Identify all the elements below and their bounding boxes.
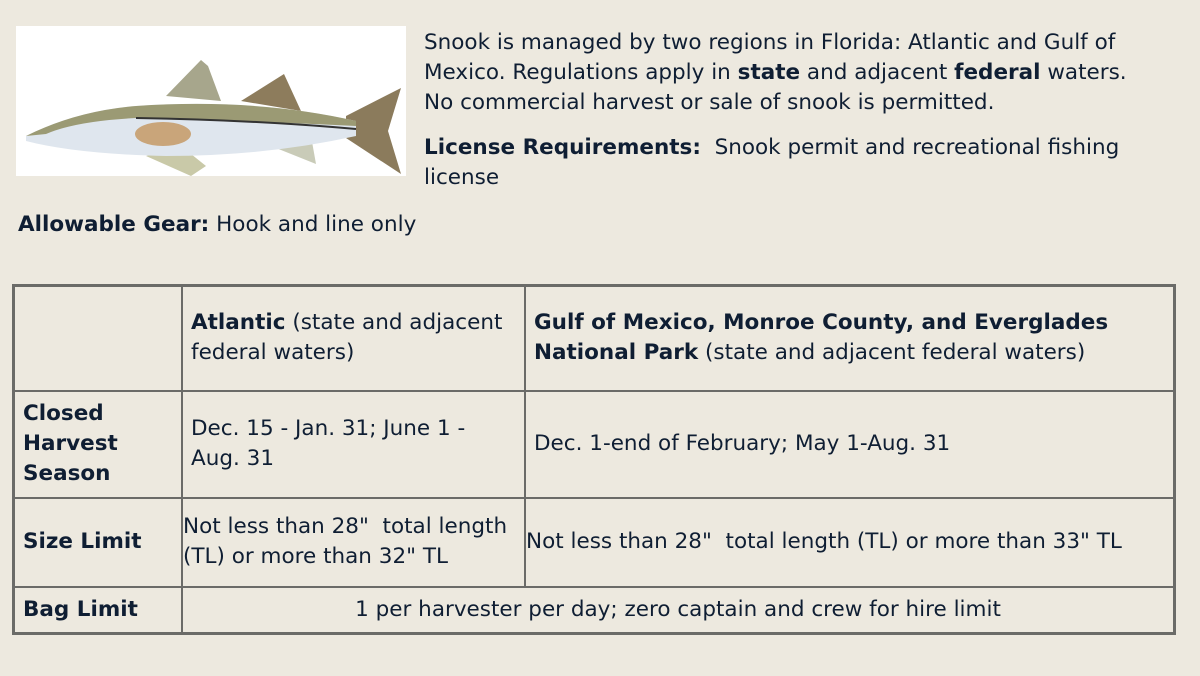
table-row [14,587,1175,634]
bag-limit-value: 1 per harvester per day; zero captain and crew for hire limit [182,587,1175,634]
atlantic-bold: Atlantic [191,310,286,336]
gear-value: Hook and line only [209,212,417,237]
atlantic-rest: (state and adjacent federal waters) [191,310,503,366]
atlantic-value: Dec. 15 - Jan. 31; June 1 - Aug. 31 [182,391,525,498]
gulf-value: Dec. 1-end of February; May 1-Aug. 31 [525,391,1175,498]
header-atlantic [182,286,525,391]
row-label: Size Limit [14,498,183,587]
gulf-rest: (state and adjacent federal waters) [698,340,1086,366]
license-label: License Requirements: [424,135,701,160]
gear-label: Allowable Gear: [18,212,210,237]
header-empty-cell [14,286,183,391]
header-gulf [525,286,1175,391]
row-label: Closed Harvest Season [14,391,183,498]
intro-text: Snook is managed by two regions in Florida: Atlantic and Gulf of Mexico. Regulations apply in [424,30,1116,85]
license-value: Snook permit and recreational fishing license [424,135,1127,190]
intro-section [18,28,1158,240]
gulf-bold: Gulf of Mexico, Monroe County, and Everglades National Park [534,310,1109,366]
table-row [14,391,1175,498]
allowable-gear [18,210,1158,240]
intro-bold-state: state [737,60,801,85]
atlantic-value: Not less than 28" total length (TL) or more than 32" TL [182,498,525,587]
row-label: Bag Limit [14,587,183,634]
intro-text: waters. No commercial harvest or sale of snook is permitted. [424,60,1127,115]
gulf-value: Not less than 28" total length (TL) or more than 33" TL [525,498,1175,587]
table-header-row [14,286,1175,391]
intro-text: and adjacent [800,60,955,85]
snook-fish-image [16,26,406,176]
regulations-table [12,284,1176,635]
table-row [14,498,1175,587]
intro-bold-federal: federal [954,60,1041,85]
